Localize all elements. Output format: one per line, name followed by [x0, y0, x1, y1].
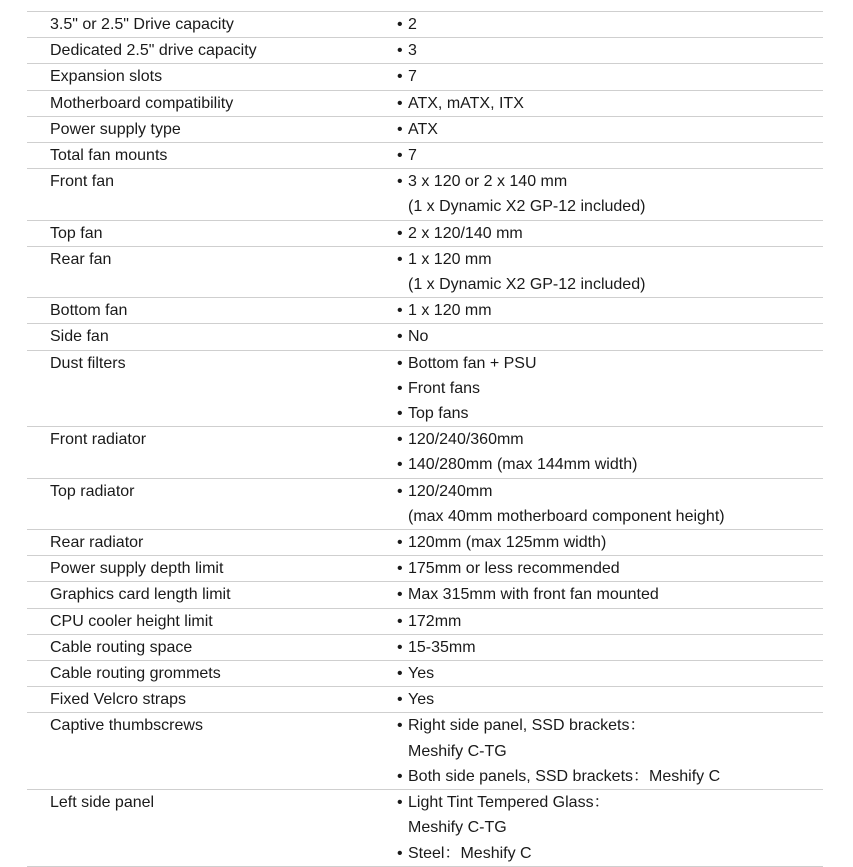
bullet-icon: • [397, 794, 403, 812]
spec-label: Motherboard compatibility [50, 94, 234, 112]
spec-label: Fixed Velcro straps [50, 691, 187, 709]
spec-value-text: Right side panel, SSD brackets： [408, 717, 646, 735]
spec-value-text: Front fans [408, 379, 481, 397]
spec-value-text: Yes [408, 665, 435, 683]
spec-values [397, 351, 823, 427]
spec-row [27, 350, 823, 427]
spec-value-line [397, 635, 823, 660]
spec-value-line [397, 247, 823, 272]
bullet-icon: • [397, 42, 403, 60]
spec-row [27, 634, 823, 660]
bullet-icon: • [397, 691, 403, 709]
spec-value-text: Yes [408, 691, 435, 709]
spec-value-text: 1 x 120 mm [408, 250, 492, 268]
spec-values [397, 169, 823, 219]
spec-label: Power supply depth limit [50, 560, 224, 578]
spec-row [27, 11, 823, 37]
bullet-icon: • [397, 120, 403, 138]
spec-value-text: Meshify C-TG [408, 742, 507, 760]
spec-values [397, 635, 823, 660]
spec-value-line [397, 117, 823, 142]
spec-values [397, 661, 823, 686]
spec-values [397, 64, 823, 89]
spec-row [27, 63, 823, 89]
bullet-icon: • [397, 586, 403, 604]
bullet-icon: • [397, 379, 403, 397]
spec-value-text: Light Tint Tempered Glass： [408, 794, 610, 812]
spec-value-text: Meshify C-TG [408, 819, 507, 837]
spec-row [27, 712, 823, 789]
spec-value-text: 175mm or less recommended [408, 560, 620, 578]
spec-label: Cable routing grommets [50, 665, 221, 683]
spec-row [27, 686, 823, 712]
spec-value-text: ATX [408, 120, 438, 138]
spec-label: Power supply type [50, 120, 181, 138]
spec-value-text: 140/280mm (max 144mm width) [408, 456, 638, 474]
spec-label: CPU cooler height limit [50, 612, 213, 630]
spec-row [27, 168, 823, 219]
bullet-icon: • [397, 224, 403, 242]
spec-value-line [397, 504, 823, 529]
spec-value-text: 15-35mm [408, 638, 476, 656]
spec-row [27, 426, 823, 477]
spec-value-text: (max 40mm motherboard component height) [408, 507, 725, 525]
spec-label: Dedicated 2.5" drive capacity [50, 42, 257, 60]
spec-row [27, 37, 823, 63]
spec-value-line [397, 427, 823, 452]
spec-value-line [397, 298, 823, 323]
spec-value-line [397, 91, 823, 116]
spec-row [27, 116, 823, 142]
bullet-icon: • [397, 665, 403, 683]
spec-value-line [397, 841, 823, 866]
spec-label: Expansion slots [50, 68, 163, 86]
spec-row [27, 478, 823, 529]
spec-label: Captive thumbscrews [50, 717, 203, 735]
spec-value-line [397, 324, 823, 349]
bullet-icon: • [397, 767, 403, 785]
spec-values [397, 687, 823, 712]
spec-value-line [397, 38, 823, 63]
spec-values [397, 713, 823, 789]
spec-value-line [397, 143, 823, 168]
spec-row [27, 323, 823, 349]
bullet-icon: • [397, 560, 403, 578]
bullet-icon: • [397, 456, 403, 474]
spec-label: Top fan [50, 224, 103, 242]
bullet-icon: • [397, 534, 403, 552]
spec-value-line [397, 452, 823, 477]
spec-value-line [397, 687, 823, 712]
spec-value-text: 7 [408, 147, 417, 165]
spec-value-text: 172mm [408, 612, 462, 630]
spec-value-line [397, 790, 823, 815]
spec-value-line [397, 351, 823, 376]
spec-label: Front fan [50, 173, 115, 191]
spec-values [397, 479, 823, 529]
spec-values [397, 556, 823, 581]
spec-values [397, 117, 823, 142]
spec-label: Total fan mounts [50, 147, 168, 165]
spec-row [27, 220, 823, 246]
spec-value-text: 7 [408, 68, 417, 86]
spec-value-line [397, 530, 823, 555]
bullet-icon: • [397, 431, 403, 449]
spec-value-text: Top fans [408, 405, 469, 423]
spec-value-line [397, 64, 823, 89]
spec-value-text: (1 x Dynamic X2 GP-12 included) [408, 276, 646, 294]
spec-value-text: ATX, mATX, ITX [408, 94, 524, 112]
spec-label: Cable routing space [50, 638, 193, 656]
spec-value-text: Bottom fan + PSU [408, 354, 537, 372]
bullet-icon: • [397, 354, 403, 372]
spec-value-text: 1 x 120 mm [408, 302, 492, 320]
spec-label: Left side panel [50, 794, 155, 812]
bullet-icon: • [397, 68, 403, 86]
spec-row [27, 246, 823, 297]
spec-value-text: 120mm (max 125mm width) [408, 534, 607, 552]
bullet-icon: • [397, 717, 403, 735]
spec-label: Rear fan [50, 250, 112, 268]
spec-values [397, 427, 823, 477]
spec-table [27, 11, 823, 867]
spec-value-line [397, 713, 823, 738]
spec-value-line [397, 661, 823, 686]
spec-value-text: Steel：Meshify C [408, 844, 532, 862]
spec-row [27, 90, 823, 116]
bullet-icon: • [397, 302, 403, 320]
spec-value-line [397, 582, 823, 607]
spec-values [397, 221, 823, 246]
spec-row [27, 297, 823, 323]
spec-label: Dust filters [50, 354, 126, 372]
spec-label: 3.5" or 2.5" Drive capacity [50, 16, 234, 33]
spec-value-text: Max 315mm with front fan mounted [408, 586, 659, 604]
bullet-icon: • [397, 612, 403, 630]
spec-value-line [397, 169, 823, 194]
spec-values [397, 38, 823, 63]
spec-row [27, 660, 823, 686]
spec-value-text: 120/240mm [408, 482, 493, 500]
bullet-icon: • [397, 638, 403, 656]
spec-values [397, 582, 823, 607]
spec-value-text: 2 [408, 16, 417, 33]
spec-value-line [397, 194, 823, 219]
spec-row [27, 608, 823, 634]
spec-value-text: 3 x 120 or 2 x 140 mm [408, 173, 568, 191]
spec-value-line [397, 479, 823, 504]
spec-row [27, 142, 823, 168]
spec-values [397, 247, 823, 297]
spec-label: Side fan [50, 328, 109, 346]
spec-values [397, 12, 823, 37]
spec-values [397, 790, 823, 866]
spec-value-line [397, 376, 823, 401]
bullet-icon: • [397, 328, 403, 346]
spec-value-line [397, 739, 823, 764]
spec-row [27, 529, 823, 555]
spec-value-text: Both side panels, SSD brackets：Meshify C [408, 767, 721, 785]
spec-value-text: 2 x 120/140 mm [408, 224, 523, 242]
bullet-icon: • [397, 482, 403, 500]
spec-value-line [397, 272, 823, 297]
bullet-icon: • [397, 173, 403, 191]
spec-value-line [397, 401, 823, 426]
spec-values [397, 143, 823, 168]
spec-values [397, 609, 823, 634]
spec-row [27, 581, 823, 607]
spec-value-line [397, 12, 823, 37]
spec-value-line [397, 815, 823, 840]
bullet-icon: • [397, 16, 403, 33]
bullet-icon: • [397, 405, 403, 423]
bullet-icon: • [397, 844, 403, 862]
spec-value-text: (1 x Dynamic X2 GP-12 included) [408, 198, 646, 216]
spec-label: Front radiator [50, 431, 147, 449]
spec-values [397, 91, 823, 116]
spec-label: Top radiator [50, 482, 135, 500]
spec-value-line [397, 609, 823, 634]
spec-label: Bottom fan [50, 302, 128, 320]
spec-value-text: No [408, 328, 429, 346]
spec-label: Graphics card length limit [50, 586, 231, 604]
bullet-icon: • [397, 94, 403, 112]
spec-row [27, 789, 823, 867]
spec-label: Rear radiator [50, 534, 144, 552]
spec-value-line [397, 221, 823, 246]
spec-value-text: 120/240/360mm [408, 431, 524, 449]
spec-values [397, 530, 823, 555]
spec-value-line [397, 556, 823, 581]
spec-value-line [397, 764, 823, 789]
spec-values [397, 298, 823, 323]
spec-row [27, 555, 823, 581]
bullet-icon: • [397, 147, 403, 165]
bullet-icon: • [397, 250, 403, 268]
spec-value-text: 3 [408, 42, 417, 60]
spec-values [397, 324, 823, 349]
